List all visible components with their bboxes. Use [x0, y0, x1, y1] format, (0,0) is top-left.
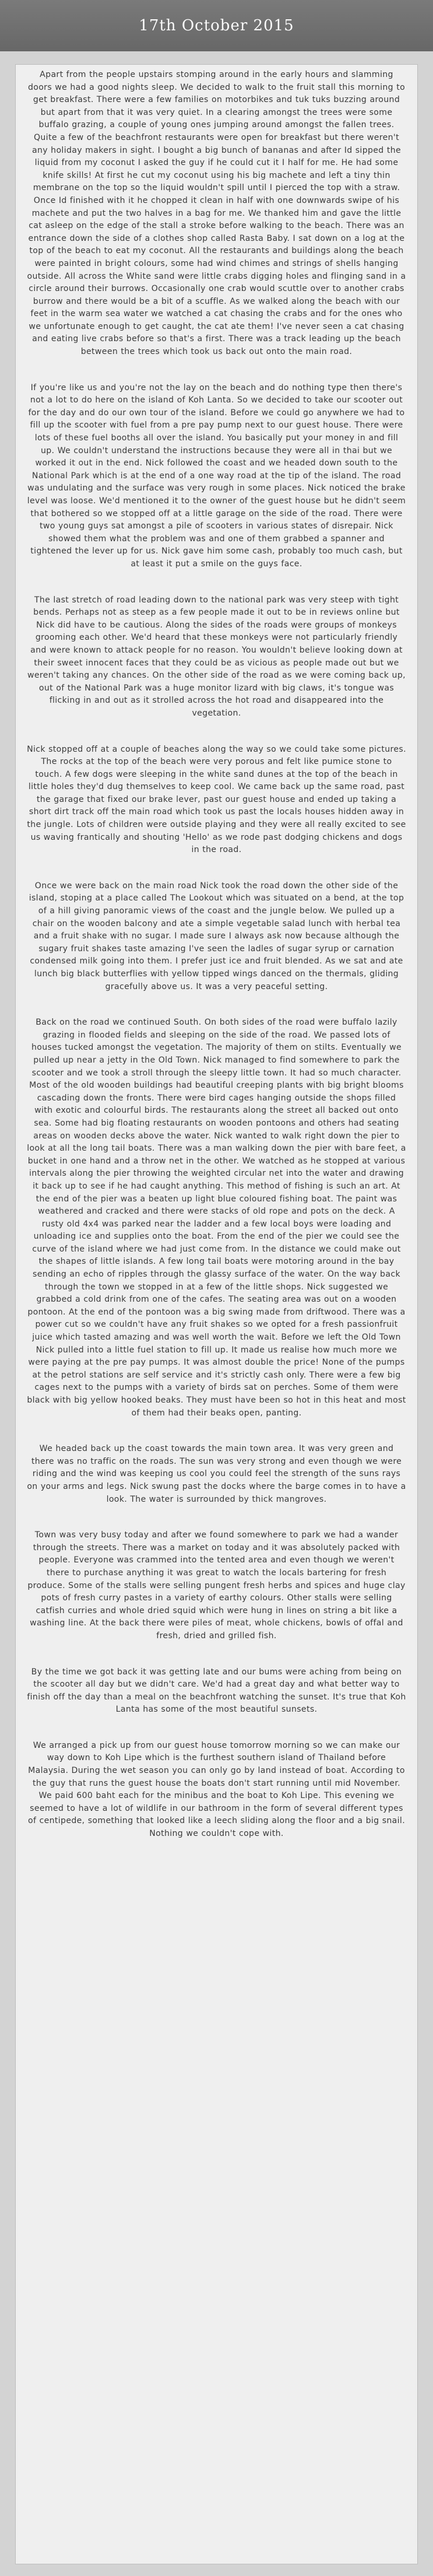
journal-paragraph: Back on the road we continued South. On both sides of the road were buffalo lazily grazing in flooded fields and sleeping on the side of the road. We passed lots of houses tucked amongst the vegetation. The majority of them on stilts. Eventually we pulled up near a jetty in the Old Town. Nick managed to find somewhere to park the scooter and we took a stroll through the sleepy little town. It had so much character. Most of the old wooden buildings had beautiful creeping plants with big bright blooms cascading down the fronts. There were bird cages hanging outside the shops filled with exotic and colourful birds. The restaurants along the street all backed out onto sea. Some had big floating restaurants on wooden pontoons and others had seating areas on wooden decks above the water. Nick wanted to walk right down the pier to look at all the long tail boats. There was a man walking down the pier with bare feet, a bucket in one hand and a throw net in the other. We watched as he stopped at various intervals along the pier throwing the weighted circular net into the water and drawing it back up to see if he had caught anything. This method of fishing is such an art. At the end of the pier was a beaten up light blue coloured fishing boat. The paint was weathered and cracked and there were stacks of old rope and pots on the deck. A rusty old 4x4 was parked near the ladder and a few local boys were loading and unloading ice and supplies onto the boat. From the end of the pier we could see the curve of the island where we had just come from. In the distance we could make out the shapes of little islands. A few long tail boats were motoring around in the bay sending an echo of ripples through the glassy surface of the water. On the way back through the town we stopped in at a few of the little shops. Nick suggested we grabbed a cold drink from one of the cafes. The seating area was out on a wooden pontoon. At the end of the pontoon was a big swing made from driftwood. There was a power cut so we couldn't have any fruit shakes so we opted for a fresh passionfruit juice which tasted amazing and was well worth the wait. Before we left the Old Town Nick pulled into a little fuel station to fill up. It made us realise how much more we were paying at the pre pay pumps. It was almost double the price! None of the pumps at the petrol stations are self service and it's strictly cash only. There were a few big cages next to the pumps with a variety of birds sat on perches. Some of them were black with big yellow hooked beaks. They must have been so hot in this heat and most of them had their beaks open, panting.: [27, 1018, 406, 1418]
date-title: 17th October 2015: [139, 17, 294, 34]
journal-paragraph: Apart from the people upstairs stomping around in the early hours and slamming doors we had a good nights sleep. We decided to walk to the fruit stall this morning to get breakfast. There were a few families on motorbikes and tuk tuks buzzing around but apart from that it was very quiet. In a clearing amongst the trees were some buffalo grazing, a couple of young ones jumping around amongst the fallen trees. Quite a few of the beachfront restaurants were open for breakfast but there weren't any holiday makers in sight. I bought a big bunch of bananas and after Id sipped the liquid from my coconut I asked the guy if he could cut it I half for me. He had some knife skills! At first he cut my coconut using his big machete and left a tiny thin membrane on the top so the liquid wouldn't spill until I pierced the top with a straw. Once Id finished with it he chopped it clean in half with one downwards swipe of his machete and put the two halves in a bag for me. We thanked him and gave the little cat asleep on the edge of the stall a stroke before walking to the beach. There was an entrance down the side of a clothes shop called Rasta Baby. I sat down on a log at the top of the beach to eat my coconut. All the restaurants and buildings along the beach were painted in bright colours, some had wind chimes and strings of shells hanging outside. All across the White sand were little crabs digging holes and flinging sand in a circle around their burrows. Occasionally one crab would scuttle over to another crabs burrow and there would be a bit of a scuffle. As we walked along the beach with our feet in the warm sea water we watched a cat chasing the crabs and for the ones who we unfortunate enough to get caught, the cat ate them! I've never seen a cat chasing and eating live crabs before so that's a first. There was a track leading up the beach between the trees which took us back out onto the main road.: [27, 70, 406, 357]
journal-paragraph: By the time we got back it was getting late and our bums were aching from being on the scooter all day but we didn't care. We'd had a great day and what better way to finish off the day than a meal on the beachfront watching the sunset. It's true that Koh Lanta has some of the most beautiful sunsets.: [27, 1667, 406, 1715]
journal-paragraph: We arranged a pick up from our guest house tomorrow morning so we can make our way down to Koh Lipe which is the furthest southern island of Thailand before Malaysia. During the wet season you can only go by land instead of boat. According to the guy that runs the guest house the boats don't start running until mid November. We paid 600 baht each for the minibus and the boat to Koh Lipe. This evening we seemed to have a lot of wildlife in our bathroom in the form of several different types of centipede, something that looked like a leech sliding along the floor and a big snail. Nothing we couldn't cope with.: [27, 1740, 406, 1839]
journal-paragraph: If you're like us and you're not the lay on the beach and do nothing type then there's not a lot to do here on the island of Koh Lanta. So we decided to take our scooter out for the day and do our own tour of the island. Before we could go anywhere we had to fill up the scooter with fuel from a pre pay pump next to our guest house. There were lots of these fuel booths all over the island. You basically put your money in and fill up. We couldn't understand the instructions because they were all in thai but we worked it out in the end. Nick followed the coast and we headed down south to the National Park which is at the end of a one way road at the tip of the island. The road was undulating and the surface was very rough in some places. Nick noticed the brake level was loose. We'd mentioned it to the owner of the guest house but he didn't seem that bothered so we stopped off at a little garage on the side of the road. There were two young guys sat amongst a pile of scooters in various states of disrepair. Nick showed them what the problem was and one of them grabbed a spanner and tightened the lever up for us. Nick gave him some cash, probably too much cash, but at least it put a smile on the guys face.: [27, 383, 406, 569]
date-header: [0, 0, 433, 51]
journal-paragraph: Once we were back on the main road Nick took the road down the other side of the island, stoping at a place called The Lookout which was situated on a bend, at the top of a hill giving panoramic views of the coast and the jungle below. We pulled up a chair on the wooden balcony and ate a simple vegetable salad lunch with herbal tea and a fruit shake with no sugar. I made sure I always ask now because although the sugary fruit shakes taste amazing I've seen the ladles of sugar syrup or carnation condensed milk going into them. I prefer just ice and fruit blended. As we sat and ate lunch big black butterflies with yellow tipped wings danced on the thermals, gliding gracefully above us. It was a very peaceful setting.: [29, 881, 404, 991]
journal-body: [16, 69, 417, 2558]
journal-paragraph: Town was very busy today and after we found somewhere to park we had a wander through the streets. There was a market on today and it was absolutely packed with people. Everyone was crammed into the tented area and even though we weren't there to purchase anything it was great to watch the locals bartering for fresh produce. Some of the stalls were selling pungent fresh herbs and spices and huge clay pots of fresh curry pastes in a variety of earthy colours. Other stalls were selling catfish curries and whole dried squid which were hung in lines on string a bit like a washing line. At the back there were piles of meat, whole chickens, bowls of offal and fresh, dried and grilled fish.: [27, 1530, 406, 1641]
journal-paragraph: We headed back up the coast towards the main town area. It was very green and there was no traffic on the roads. The sun was very strong and even though we were riding and the wind was keeping us cool you could feel the strength of the suns rays on your arms and legs. Nick swung past the docks where the barge comes in to have a look. The water is surrounded by thick mangroves.: [27, 1444, 406, 1504]
journal-paragraph: Nick stopped off at a couple of beaches along the way so we could take some pictures. The rocks at the top of the beach were very porous and felt like pumice stone to touch. A few dogs were sleeping in the white sand dunes at the top of the beach in little holes they'd dug themselves to keep cool. We came back up the same road, past the garage that fixed our brake lever, past our guest house and ended up taking a short dirt track off the main road which took us past the locals houses hidden away in the jungle. Lots of children were outside playing and they were all really excited to see us waving frantically and shouting 'Hello' as we rode past dodging chickens and dogs in the road.: [27, 744, 406, 855]
journal-paragraph: The last stretch of road leading down to the national park was very steep with tight bends. Perhaps not as steep as a few people made it out to be in reviews online but Nick did have to be cautious. Along the sides of the roads were groups of monkeys grooming each other. We'd heard that these monkeys were not particularly friendly and were known to attack people for no reason. You wouldn't believe looking down at their sweet innocent faces that they could be as vicious as people made out but we weren't taking any chances. On the other side of the road as we were coming back up, out of the National Park was a huge monitor lizard with big claws, it's tongue was flicking in and out as it strolled across the hot road and disappeared into the vegetation.: [27, 595, 406, 718]
